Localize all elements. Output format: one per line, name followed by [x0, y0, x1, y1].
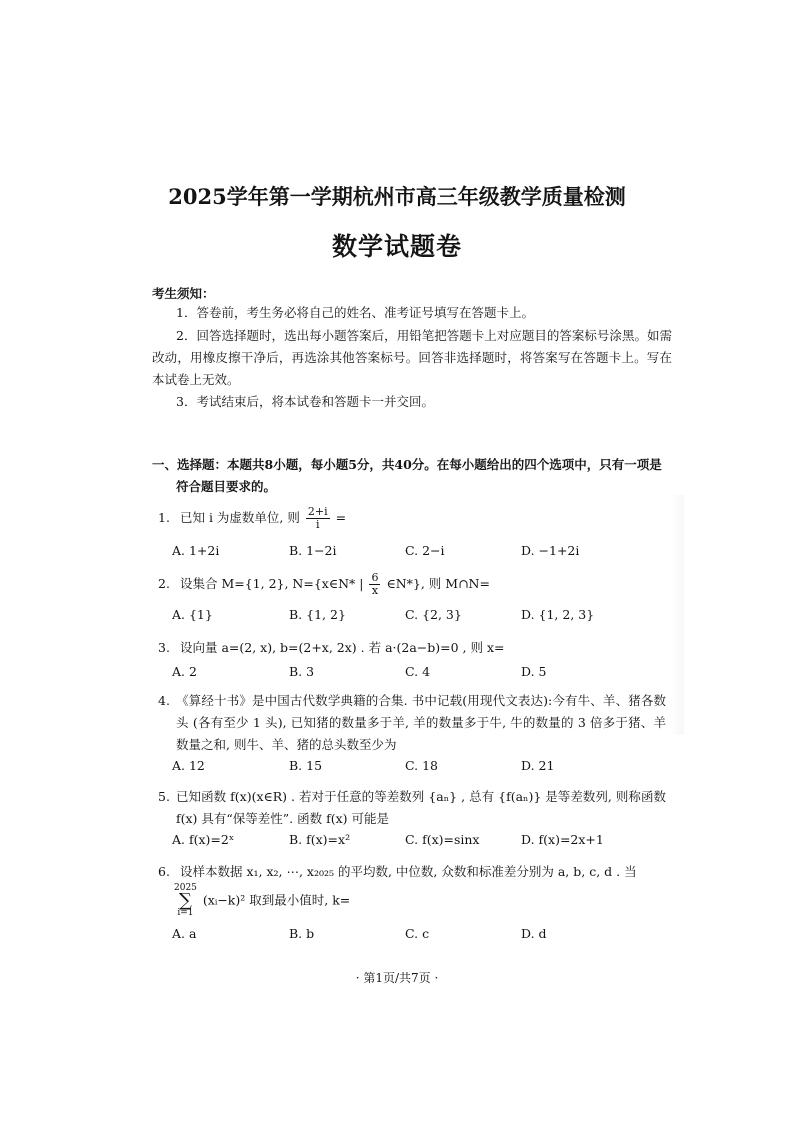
question-2: [158, 572, 490, 597]
option-d: D. {1, 2, 3}: [521, 607, 595, 622]
option-d: D. 5: [521, 664, 547, 679]
option-a: A. 12: [172, 758, 205, 773]
question-number: 4.: [158, 693, 170, 708]
fraction-denominator: x: [371, 584, 379, 597]
fraction-numerator: 2+i: [307, 505, 328, 518]
question-stem: 设集合 M={1, 2}, N={x∈N* |: [179, 576, 364, 591]
notice-item-1: 1．答卷前，考生务必将自己的姓名、准考证号填写在答题卡上。: [176, 305, 534, 320]
option-b: B. 15: [289, 758, 323, 773]
option-b: B. b: [289, 926, 315, 941]
option-c: C. {2, 3}: [405, 607, 462, 622]
section-heading-text: 一、选择题：本题共8小题，每小题5分，共40分。在每小题给出的四个选项中，只有一项是符合题目要求的。: [152, 457, 662, 494]
question-stem-tail: =: [335, 510, 347, 525]
sigma-lower: i=1: [177, 908, 194, 918]
notice-heading: 考生须知：: [152, 286, 215, 301]
option-d: D. d: [521, 926, 547, 941]
fraction: [306, 506, 330, 531]
option-d: D. f(x)=2x+1: [521, 832, 604, 847]
fraction-numerator: 6: [371, 571, 379, 584]
question-6: [158, 862, 637, 880]
option-d: D. −1+2i: [521, 543, 580, 558]
exam-title: 2025学年第一学期杭州市高三年级教学质量检测: [168, 184, 626, 209]
question-5: [158, 786, 666, 830]
question-number: 3.: [158, 640, 170, 655]
question-stem-tail: (xᵢ−k)² 取到最小值时, k=: [202, 892, 351, 908]
sigma-icon: ∑: [179, 890, 192, 911]
question-number: 1.: [158, 510, 170, 525]
question-stem: 设向量 a=(2, x), b=(2+x, 2x) . 若 a·(2a−b)=0 , 则 x=: [179, 640, 505, 655]
option-c: C. 2−i: [405, 543, 445, 558]
question-6-line-2: [174, 884, 350, 918]
option-c: C. 18: [405, 758, 438, 773]
fraction-denominator: i: [315, 518, 320, 531]
question-stem: 《算经十书》是中国古代数学典籍的合集. 书中记载(用现代文表达):今有牛、羊、猪各数头 (各有至少 1 头), 已知猪的数量多于羊, 羊的数量多于牛, 牛的数量的 3 倍多于猪、羊数量之和, 则牛、羊、猪的总头数至少为: [176, 693, 666, 752]
section-heading: [152, 454, 672, 498]
notice-item-2: 2．回答选择题时，选出每小题答案后，用铅笔把答题卡上对应题目的答案标号涂黑。如需改动，用橡皮擦干净后，再选涂其他答案标号。回答非选择题时，将答案写在答题卡上。写在本试卷上无效。: [152, 328, 672, 387]
question-3: [158, 638, 504, 656]
question-4: [158, 690, 666, 756]
option-a: A. 2: [172, 664, 197, 679]
question-stem: 已知函数 f(x)(x∈R) . 若对于任意的等差数列 {aₙ} , 总有 {f(aₙ)} 是等差数列, 则称函数 f(x) 具有“保等差性”. 函数 f(x) 可能是: [176, 789, 666, 826]
option-a: A. f(x)=2ˣ: [172, 832, 235, 847]
question-number: 6.: [158, 864, 170, 879]
sigma-upper: 2025: [174, 883, 197, 893]
option-c: C. 4: [405, 664, 431, 679]
option-d: D. 21: [521, 758, 555, 773]
option-b: B. 1−2i: [289, 543, 337, 558]
option-a: A. {1}: [172, 607, 213, 622]
question-stem: 已知 i 为虚数单位, 则: [179, 510, 300, 525]
summation-symbol: [174, 884, 197, 918]
scan-shadow: [670, 495, 684, 735]
option-a: A. a: [172, 926, 197, 941]
question-stem-tail: ∈N*}, 则 M∩N=: [386, 576, 490, 591]
fraction: [369, 572, 380, 597]
question-stem: 设样本数据 x₁, x₂, ⋯, x₂₀₂₅ 的平均数, 中位数, 众数和标准差分别为 a, b, c, d . 当: [179, 864, 637, 879]
option-a: A. 1+2i: [172, 543, 220, 558]
option-b: B. {1, 2}: [289, 607, 346, 622]
question-1: [158, 506, 346, 531]
option-c: C. c: [405, 926, 430, 941]
page-footer: · 第1页/共7页 ·: [355, 971, 439, 985]
option-b: B. 3: [289, 664, 315, 679]
notice-item-3: 3．考试结束后，将本试卷和答题卡一并交回。: [176, 394, 434, 409]
question-number: 2.: [158, 576, 170, 591]
option-b: B. f(x)=x²: [289, 832, 351, 847]
option-c: C. f(x)=sinx: [405, 832, 480, 847]
question-number: 5.: [158, 789, 170, 804]
exam-subtitle: 数学试题卷: [331, 232, 462, 261]
